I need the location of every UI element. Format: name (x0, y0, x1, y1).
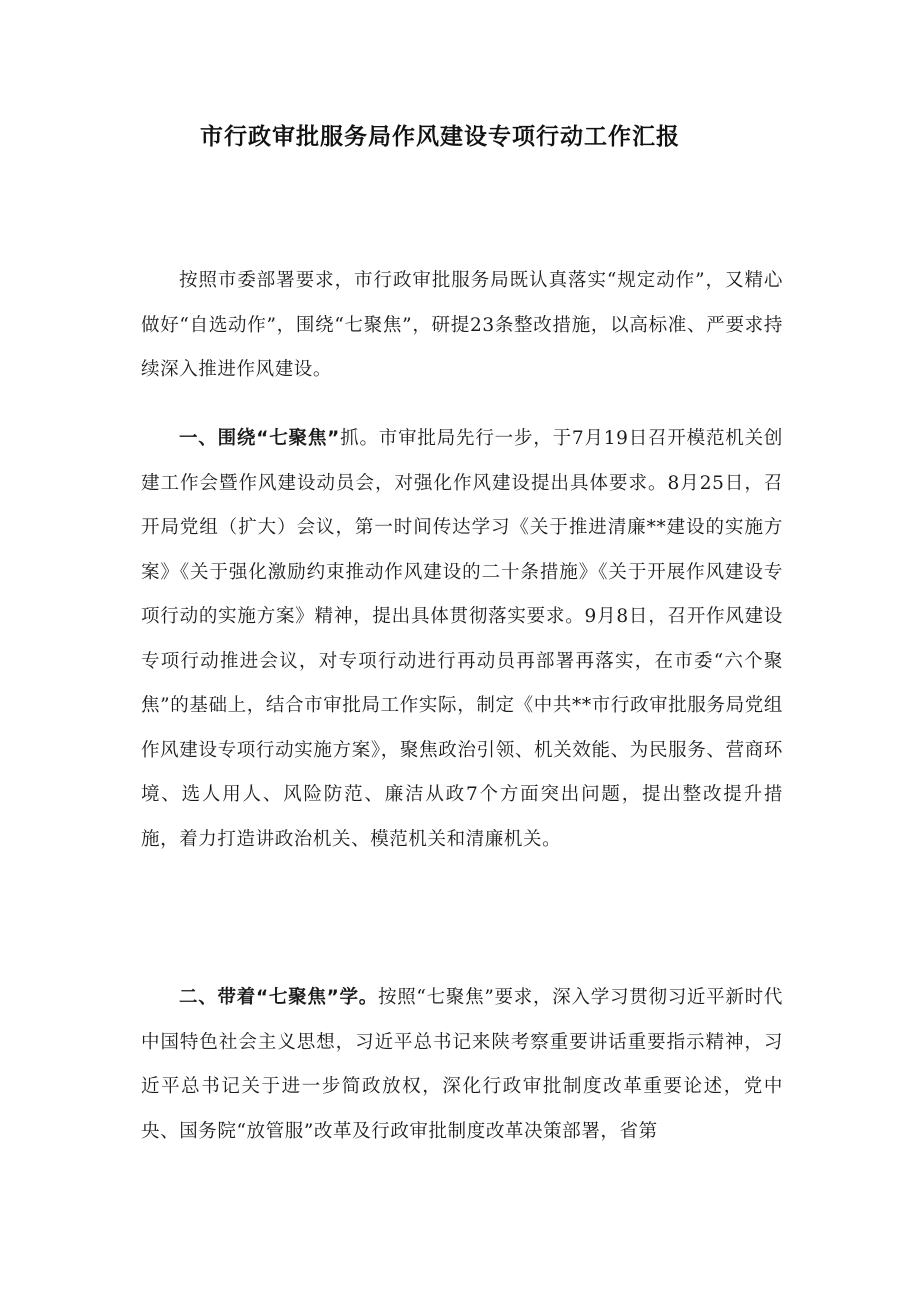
section-one-heading: 一、围绕“七聚焦” (179, 428, 340, 449)
document-title: 市行政审批服务局作风建设专项行动工作汇报 (200, 124, 680, 150)
paragraph-section-one (141, 417, 783, 862)
paragraph-intro-text: 按照市委部署要求，市行政审批服务局既认真落实“规定动作”，又精心做好“自选动作”，围绕“七聚焦”，研提23条整改措施，以高标准、严要求持续深入推进作风建设。 (141, 270, 783, 380)
section-two-text: 按照“七聚焦”要求，深入学习贯彻习近平新时代中国特色社会主义思想，习近平总书记来陕考察重要讲话重要指示精神，习近平总书记关于进一步简政放权，深化行政审批制度改革重要论述，党中央、国务院“放管服”改革及行政审批制度改革决策部署，省第 (141, 987, 783, 1142)
section-two-heading: 二、带着“七聚焦”学。 (179, 987, 378, 1008)
section-one-text: 抓。市审批局先行一步，于7月19日召开模范机关创建工作会暨作风建设动员会，对强化作风建设提出具体要求。8月25日，召开局党组（扩大）会议，第一时间传达学习《关于推进清廉**建设的实施方案》《关于强化激励约束推动作风建设的二十条措施》《关于开展作风建设专项行动的实施方案》精神，提出具体贯彻落实要求。9月8日，召开作风建设专项行动推进会议，对专项行动进行再动员再部署再落实，在市委“六个聚焦”的基础上，结合市审批局工作实际，制定《中共**市行政审批服务局党组作风建设专项行动实施方案》，聚焦政治引领、机关效能、为民服务、营商环境、选人用人、风险防范、廉洁从政7个方面突出问题，提出整改提升措施，着力打造讲政治机关、模范机关和清廉机关。 (141, 428, 784, 850)
paragraph-intro (141, 259, 783, 393)
paragraph-section-two (141, 976, 783, 1154)
